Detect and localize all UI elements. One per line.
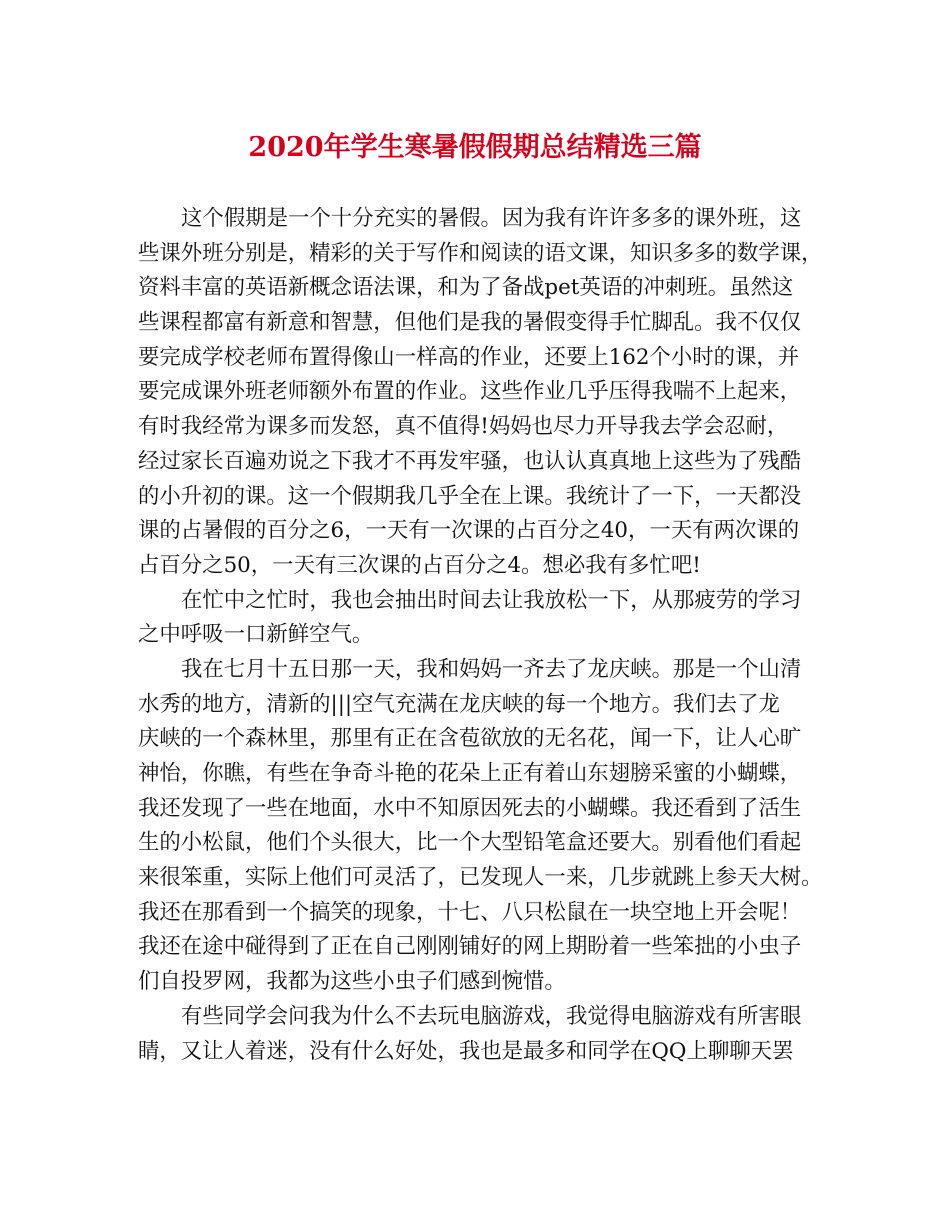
text-line: 课的占暑假的百分之6，一天有一次课的占百分之40，一天有两次课的: [138, 518, 800, 544]
text-line: 资料丰富的英语新概念语法课，和为了备战pet英语的冲刺班。虽然这: [138, 275, 794, 301]
text-line: 占百分之50，一天有三次课的占百分之4。想必我有多忙吧!: [138, 552, 701, 578]
text-line: 有些同学会问我为什么不去玩电脑游戏，我觉得电脑游戏有所害眼: [181, 1003, 802, 1029]
text-line: 睛，又让人着迷，没有什么好处，我也是最多和同学在QQ上聊聊天罢: [138, 1038, 794, 1064]
text-line: 们自投罗网，我都为这些小虫子们感到惋惜。: [138, 969, 566, 995]
text-line: 有时我经常为课多而发怒，真不值得!妈妈也尽力开导我去学会忍耐，: [138, 414, 789, 440]
text-line: 经过家长百遍劝说之下我才不再发牢骚，也认认真真地上这些为了残酷: [138, 448, 802, 474]
text-line: 之中呼吸一口新鲜空气。: [138, 622, 374, 648]
text-line: 要完成学校老师布置得像山一样高的作业，还要上162个小时的课，并: [138, 344, 800, 370]
text-line: 这个假期是一个十分充实的暑假。因为我有许许多多的课外班，这: [181, 206, 802, 231]
text-line: 水秀的地方，清新的|||空气充满在龙庆峡的每一个地方。我们去了龙: [138, 691, 780, 717]
text-line: 我还发现了一些在地面，水中不知原因死去的小蝴蝶。我还看到了活生: [138, 795, 802, 821]
text-line: 的小升初的课。这一个假期我几乎全在上课。我统计了一下，一天都没: [138, 483, 802, 509]
text-line: 庆峡的一个森林里，那里有正在含苞欲放的无名花，闻一下，让人心旷: [138, 726, 802, 752]
text-line: 在忙中之忙时，我也会抽出时间去让我放松一下，从那疲劳的学习: [181, 587, 802, 613]
text-line: 生的小松鼠，他们个头很大，比一个大型铅笔盒还要大。别看他们看起: [138, 830, 802, 856]
text-line: 神怡，你瞧，有些在争奇斗艳的花朵上正有着山东翅膀采蜜的小蝴蝶，: [138, 761, 802, 786]
text-line: 我在七月十五日那一天，我和妈妈一齐去了龙庆峡。那是一个山清: [181, 656, 802, 682]
text-line: 来很笨重，实际上他们可灵活了，已发现人一来，几步就跳上参天大树。: [138, 865, 823, 891]
document-title: 2020年学生寒暑假假期总结精选三篇: [248, 132, 702, 163]
text-line: 些课程都富有新意和智慧，但他们是我的暑假变得手忙脚乱。我不仅仅: [138, 310, 802, 336]
text-line: 些课外班分别是，精彩的关于写作和阅读的语文课，知识多多的数学课，: [138, 240, 823, 266]
document-body: [138, 202, 828, 1069]
text-line: 我还在那看到一个搞笑的现象，十七、八只松鼠在一块空地上开会呢！: [138, 899, 802, 925]
text-line: 要完成课外班老师额外布置的作业。这些作业几乎压得我喘不上起来，: [138, 379, 802, 405]
text-line: 我还在途中碰得到了正在自己刚刚铺好的网上期盼着一些笨拙的小虫子: [138, 934, 802, 960]
